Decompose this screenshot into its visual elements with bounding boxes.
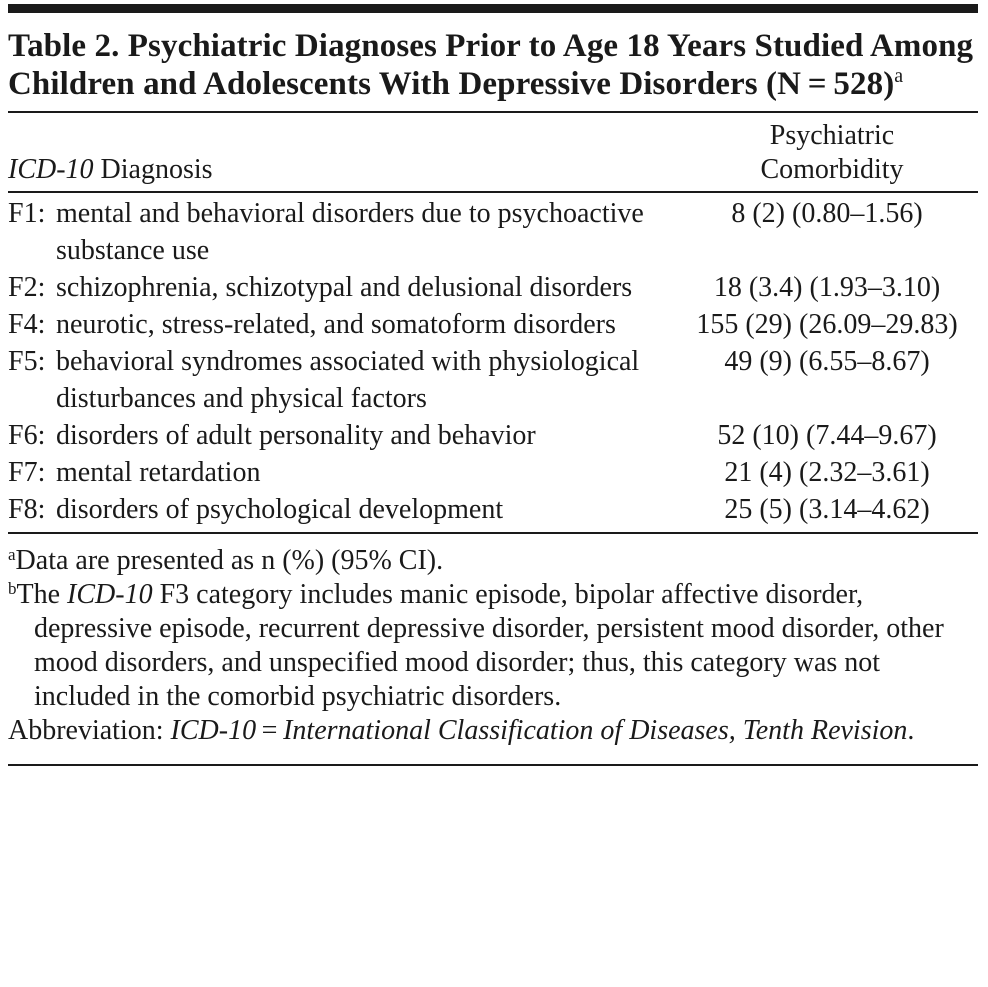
table-row xyxy=(8,269,978,306)
row-code: F4: xyxy=(8,309,46,340)
abbreviation-label: Abbreviation: xyxy=(8,715,171,746)
header-diagnosis xyxy=(8,153,682,187)
row-code: F6: xyxy=(8,420,46,451)
row-value: 21 (4) (2.32–3.61) xyxy=(724,457,930,488)
row-value: 25 (5) (3.14–4.62) xyxy=(724,494,930,525)
row-description: neurotic, stress-related, and somatoform disorders xyxy=(56,309,616,340)
footnote-abbreviation xyxy=(8,714,978,748)
row-value: 18 (3.4) (1.93–3.10) xyxy=(713,272,941,303)
row-description: behavioral syndromes associated with physiological disturbances and physical factors xyxy=(56,346,640,414)
header-comorbidity-line2: Comorbidity xyxy=(760,154,904,185)
footnote-b-post: F3 category includes manic episode, bipolar affective disorder, depressive episode, recurrent depressive disorder, persistent mood disorder, other mood disorders, and unspecified mood disorder; thus, this category was not included in the comorbid psychiatric disorders. xyxy=(34,579,944,712)
row-code: F7: xyxy=(8,457,46,488)
row-description: disorders of psychological development xyxy=(56,494,504,525)
row-code: F2: xyxy=(8,272,46,303)
row-code: F5: xyxy=(8,346,46,377)
footnote-b-marker: b xyxy=(8,579,17,598)
footnote-b-pre: The xyxy=(16,579,68,610)
table-title-text: Table 2. Psychiatric Diagnoses Prior to Age 18 Years Studied Among Children and Adolescents With Depressive Disorders (N = 528) xyxy=(8,28,974,102)
data-table xyxy=(8,195,978,528)
footnotes xyxy=(8,534,978,748)
footnote-b-italic: ICD-10 xyxy=(67,579,153,610)
title-footnote-marker: a xyxy=(894,65,904,87)
table-header xyxy=(8,113,978,191)
abbreviation-term: ICD-10 xyxy=(170,715,257,746)
table-row xyxy=(8,417,978,454)
table-row xyxy=(8,454,978,491)
row-description: disorders of adult personality and behavior xyxy=(56,420,536,451)
table-container xyxy=(8,0,978,766)
header-comorbidity-line1: Psychiatric xyxy=(769,120,895,151)
abbreviation-end: . xyxy=(907,715,915,746)
table-row xyxy=(8,343,978,417)
header-diagnosis-italic: ICD-10 xyxy=(8,154,94,185)
row-description: schizophrenia, schizotypal and delusional disorders xyxy=(56,272,633,303)
header-diagnosis-rest: Diagnosis xyxy=(93,154,213,185)
row-description: mental and behavioral disorders due to psychoactive substance use xyxy=(56,198,644,266)
footnote-a xyxy=(8,544,978,578)
page-bottom-rule xyxy=(8,764,978,766)
table-title xyxy=(8,27,978,103)
abbreviation-equals: = xyxy=(256,715,284,746)
table-row xyxy=(8,306,978,343)
row-value: 155 (29) (26.09–29.83) xyxy=(696,309,958,340)
row-value: 49 (9) (6.55–8.67) xyxy=(724,346,930,377)
table-row xyxy=(8,195,978,269)
header-comorbidity xyxy=(682,119,982,187)
row-description: mental retardation xyxy=(56,457,261,488)
footnote-a-text: Data are presented as n (%) (95% CI). xyxy=(15,545,444,576)
abbreviation-definition: International Classification of Diseases, Tenth Revision xyxy=(283,715,908,746)
table-row xyxy=(8,491,978,528)
row-value: 8 (2) (0.80–1.56) xyxy=(731,198,923,229)
footnote-a-marker: a xyxy=(8,545,16,564)
row-code: F8: xyxy=(8,494,46,525)
footnote-b xyxy=(8,578,978,714)
row-code: F1: xyxy=(8,198,46,229)
top-rule xyxy=(8,4,978,13)
row-value: 52 (10) (7.44–9.67) xyxy=(717,420,937,451)
